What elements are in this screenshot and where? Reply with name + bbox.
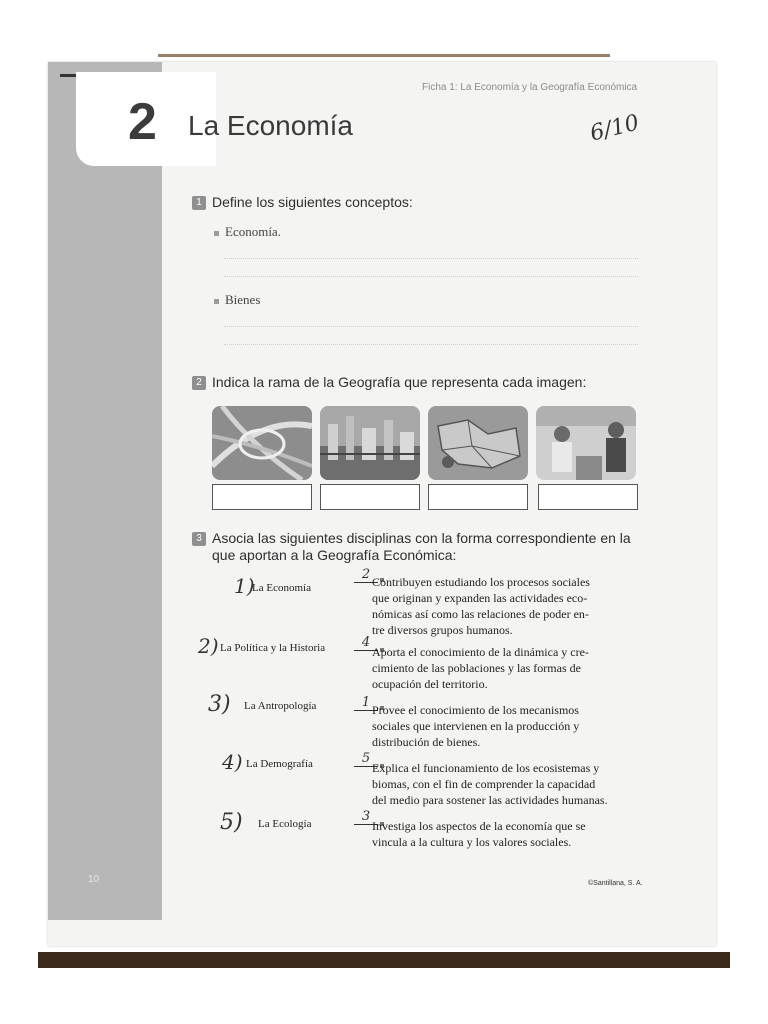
image-answer-box-1[interactable] (212, 484, 312, 510)
description-text: Explica el funcionamiento de los ecosistemas y biomas, con el fin de comprender la capacidad del medio para sostener las actividades humanas. (372, 761, 608, 807)
discipline-label: La Antropología (244, 700, 317, 712)
answer-blank[interactable]: 3 (354, 810, 378, 825)
photo-edge-top (158, 54, 610, 57)
handwritten-number: 4) (222, 750, 243, 774)
concept-item: Economía. (214, 224, 281, 240)
answer-blank[interactable]: 2 (354, 568, 378, 583)
image-answer-box-4[interactable] (538, 484, 638, 510)
discipline-label: La Política y la Historia (220, 642, 326, 654)
chapter-number: 2 (128, 93, 157, 151)
worksheet-reference: Ficha 1: La Economía y la Geografía Económica (422, 82, 638, 93)
page-sidebar (48, 62, 162, 920)
section-title-2: Indica la rama de la Geografía que representa cada imagen: (212, 374, 587, 390)
description-text: Aporta el conocimiento de la dinámica y cre- cimiento de las poblaciones y las formas de ocupación del territorio. (372, 645, 589, 691)
section-badge-1: 1 (192, 196, 206, 210)
writing-line[interactable] (224, 344, 638, 345)
page-number: 10 (88, 874, 100, 885)
section-badge-3: 3 (192, 532, 206, 546)
industrial-plant-photo (320, 406, 420, 480)
writing-line[interactable] (224, 258, 638, 259)
answer-blank[interactable]: 5 (354, 752, 378, 767)
highway-interchange-photo (212, 406, 312, 480)
regional-map-photo (428, 406, 528, 480)
writing-line[interactable] (224, 326, 638, 327)
page-title: La Economía (188, 110, 353, 141)
discipline-label: La Ecología (258, 818, 312, 830)
discipline-label: La Demografía (246, 758, 313, 770)
description-text: Provee el conocimiento de los mecanismos sociales que intervienen en la producción y distribución de bienes. (372, 703, 580, 749)
market-vendors-photo (536, 406, 636, 480)
answer-blank[interactable]: 1 (354, 696, 378, 711)
description-text: Investiga los aspectos de la economía que se vincula a la cultura y los valores sociales. (372, 819, 586, 849)
photo-edge-bottom (38, 952, 730, 968)
writing-line[interactable] (224, 276, 638, 277)
section-title-3: Asocia las siguientes disciplinas con la forma correspondiente en la que aportan a la Geografía Económica: (212, 530, 631, 563)
worksheet-page (48, 62, 716, 946)
section-title-1: Define los siguientes conceptos: (212, 194, 413, 210)
handwritten-number: 5) (220, 810, 243, 835)
publisher-credit: ©Santillana, S. A. (588, 880, 643, 887)
handwritten-number: 3) (208, 692, 231, 717)
handwritten-number: 2) (198, 634, 219, 658)
section-badge-2: 2 (192, 376, 206, 390)
description-text: Contribuyen estudiando los procesos sociales que originan y expanden las actividades eco- nómicas así como las relaciones de poder en- tre diversos grupos humanos. (372, 575, 590, 637)
concept-item: Bienes (214, 292, 260, 308)
handwritten-number: 1) (234, 574, 255, 598)
answer-blank[interactable]: 4 (354, 636, 378, 651)
discipline-label: La Economía (252, 582, 311, 594)
image-answer-box-3[interactable] (428, 484, 528, 510)
handwritten-grade: 6/10 (587, 110, 642, 147)
image-answer-box-2[interactable] (320, 484, 420, 510)
